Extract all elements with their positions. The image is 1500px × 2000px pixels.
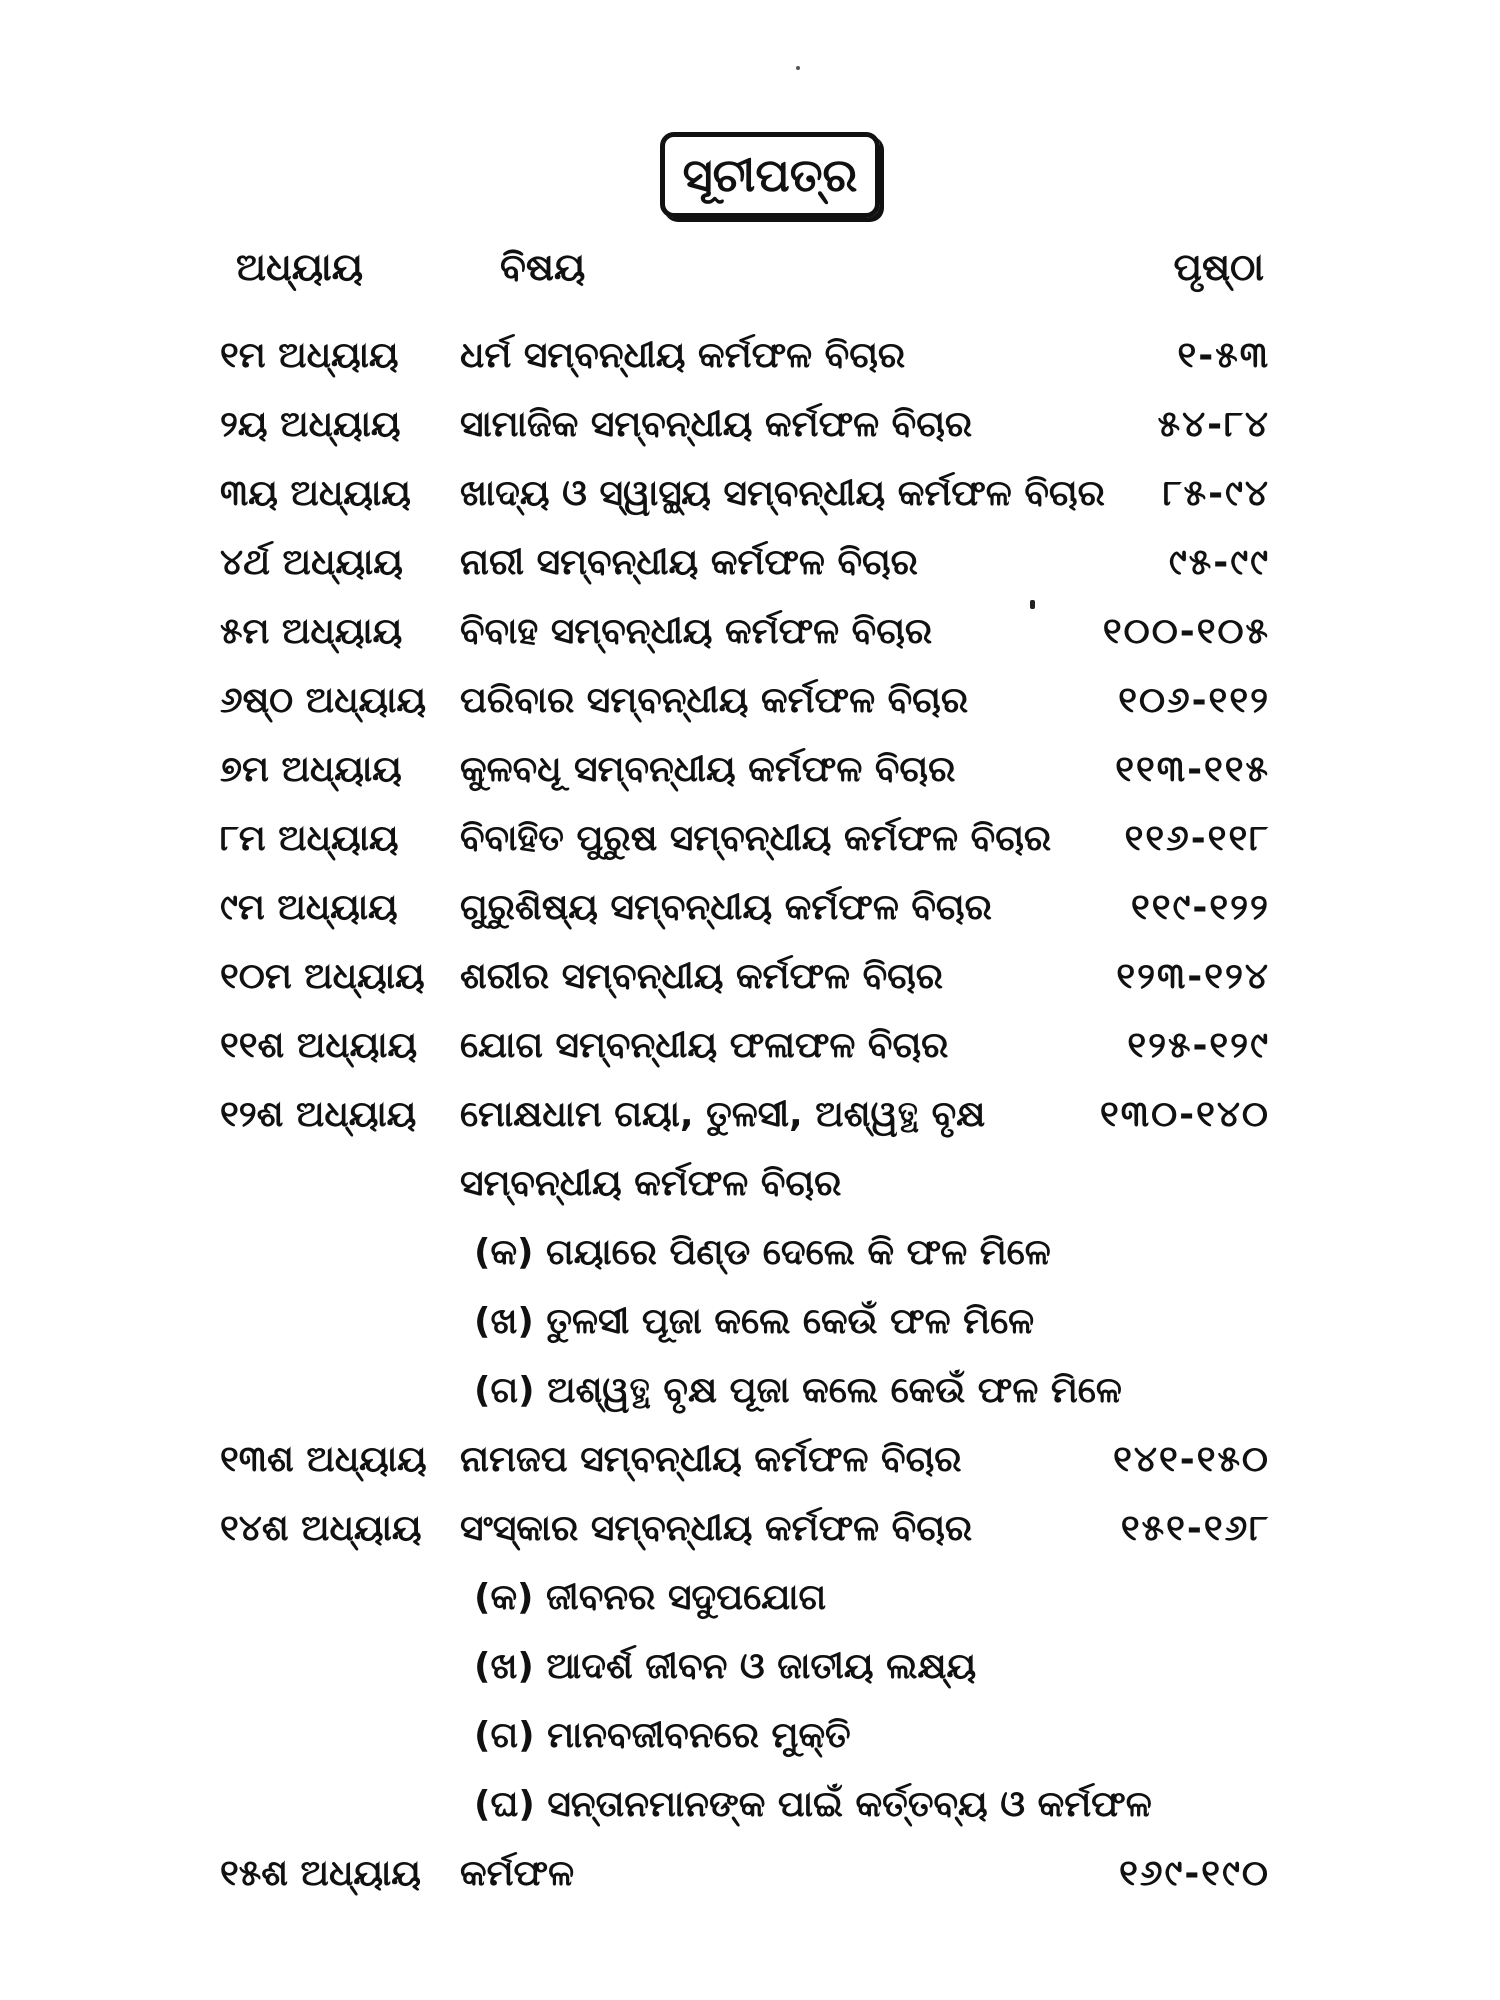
title-box (660, 132, 880, 218)
toc-subject: ନାରୀ ସମ୍ବନ୍ଧୀୟ କର୍ମଫଳ ବିଚାର (460, 542, 918, 583)
toc-chapter: ୯ମ ଅଧ୍ୟାୟ (220, 887, 398, 928)
toc-pages: ୧୫୧-୧୬୮ (1120, 1508, 1270, 1549)
toc-pages: ୧୧୩-୧୧୫ (1115, 749, 1270, 790)
toc-chapter: ୧ମ ଅଧ୍ୟାୟ (220, 335, 399, 376)
toc-row (0, 1085, 1500, 1145)
toc-row (0, 1430, 1500, 1490)
toc-subject: ବିବାହ ସମ୍ବନ୍ଧୀୟ କର୍ମଫଳ ବିଚାର (460, 611, 933, 652)
toc-row (0, 671, 1500, 731)
toc-chapter: ୧୩ଶ ଅଧ୍ୟାୟ (220, 1439, 427, 1480)
toc-subject: କର୍ମଫଳ (460, 1853, 575, 1894)
toc-row (0, 809, 1500, 869)
toc-subject: ଯୋଗ ସମ୍ବନ୍ଧୀୟ ଫଳାଫଳ ବିଚାର (460, 1025, 949, 1066)
toc-subitem: (ଖ) ଆଦର୍ଶ ଜୀବନ ଓ ଜାତୀୟ ଲକ୍ଷ୍ୟ (474, 1646, 977, 1687)
toc-chapter: ୧୦ମ ଅଧ୍ୟାୟ (220, 956, 425, 997)
toc-chapter: ୮ମ ଅଧ୍ୟାୟ (220, 818, 399, 859)
toc-row (0, 1499, 1500, 1559)
toc-chapter: ୧୪ଶ ଅଧ୍ୟାୟ (220, 1508, 422, 1549)
toc-pages: ୧୨୫-୧୨୯ (1127, 1025, 1270, 1066)
toc-subject: ମୋକ୍ଷଧାମ ଗୟା, ତୁଳସୀ, ଅଶ୍ୱତ୍ଥ ବୃକ୍ଷ (460, 1094, 986, 1135)
toc-pages: ୧୧୬-୧୧୮ (1124, 818, 1270, 859)
toc-row (0, 1016, 1500, 1076)
toc-subitem: (କ) ଗୟାରେ ପିଣ୍ଡ ଦେଲେ କି ଫଳ ମିଳେ (474, 1232, 1051, 1273)
toc-pages: ୮୫-୯୪ (1162, 473, 1270, 514)
toc-chapter: ୬ଷ୍ଠ ଅଧ୍ୟାୟ (220, 680, 427, 721)
toc-row (0, 947, 1500, 1007)
toc-row (0, 602, 1500, 662)
toc-row (0, 1844, 1500, 1904)
toc-row (0, 395, 1500, 455)
header-chapter: ଅଧ୍ୟାୟ (236, 245, 364, 289)
toc-subject-continuation: ସମ୍ବନ୍ଧୀୟ କର୍ମଫଳ ବିଚାର (460, 1163, 842, 1204)
toc-row (0, 878, 1500, 938)
toc-subject: ପରିବାର ସମ୍ବନ୍ଧୀୟ କର୍ମଫଳ ବିଚାର (460, 680, 969, 721)
toc-pages: ୧-୫୩ (1177, 335, 1270, 376)
toc-row (0, 464, 1500, 524)
toc-pages: ୧୪୧-୧୫୦ (1113, 1439, 1270, 1480)
toc-subject: ସଂସ୍କାର ସମ୍ବନ୍ଧୀୟ କର୍ମଫଳ ବିଚାର (460, 1508, 973, 1549)
toc-chapter: ୭ମ ଅଧ୍ୟାୟ (220, 749, 402, 790)
toc-chapter: ୧୨ଶ ଅଧ୍ୟାୟ (220, 1094, 417, 1135)
toc-chapter: ୧୧ଶ ଅଧ୍ୟାୟ (220, 1025, 418, 1066)
toc-subitem: (ଘ) ସନ୍ତାନମାନଙ୍କ ପାଇଁ କର୍ତ୍ତବ୍ୟ ଓ କର୍ମଫଳ (474, 1784, 1152, 1825)
toc-subject: ବିବାହିତ ପୁରୁଷ ସମ୍ବନ୍ଧୀୟ କର୍ମଫଳ ବିଚାର (460, 818, 1052, 859)
toc-pages: ୧୨୩-୧୨୪ (1116, 956, 1270, 997)
toc-subject: ଧର୍ମ ସମ୍ବନ୍ଧୀୟ କର୍ମଫଳ ବିଚାର (460, 335, 906, 376)
header-subject: ବିଷୟ (500, 245, 586, 289)
toc-subject: ଗୁରୁଶିଷ୍ୟ ସମ୍ବନ୍ଧୀୟ କର୍ମଫଳ ବିଚାର (460, 887, 992, 928)
toc-subitem: (ଖ) ତୁଳସୀ ପୂଜା କଲେ କେଉଁ ଫଳ ମିଳେ (474, 1301, 1035, 1342)
ink-speck (796, 66, 800, 70)
toc-row (0, 740, 1500, 800)
toc-pages: ୫୪-୮୪ (1157, 404, 1270, 445)
toc-subject: ନାମଜପ ସମ୍ବନ୍ଧୀୟ କର୍ମଫଳ ବିଚାର (460, 1439, 962, 1480)
toc-pages: ୯୫-୯୯ (1168, 542, 1270, 583)
toc-subitem: (କ) ଜୀବନର ସଦୁପଯୋଗ (474, 1577, 827, 1618)
toc-pages: ୧୬୯-୧୯୦ (1119, 1853, 1270, 1894)
toc-pages: ୧୩୦-୧୪୦ (1100, 1094, 1270, 1135)
header-page: ପୃଷ୍ଠା (1173, 245, 1264, 289)
toc-subject: ଖାଦ୍ୟ ଓ ସ୍ୱାସ୍ଥ୍ୟ ସମ୍ବନ୍ଧୀୟ କର୍ମଫଳ ବିଚାର (460, 473, 1105, 514)
toc-row (0, 326, 1500, 386)
toc-pages: ୧୦୦-୧୦୫ (1102, 611, 1270, 652)
toc-subject: କୁଳବଧୂ ସମ୍ବନ୍ଧୀୟ କର୍ମଫଳ ବିଚାର (460, 749, 956, 790)
toc-chapter: ୧୫ଶ ଅଧ୍ୟାୟ (220, 1853, 421, 1894)
toc-chapter: ୨ୟ ଅଧ୍ୟାୟ (220, 404, 401, 445)
toc-chapter: ୩ୟ ଅଧ୍ୟାୟ (220, 473, 411, 514)
toc-subject: ଶରୀର ସମ୍ବନ୍ଧୀୟ କର୍ମଫଳ ବିଚାର (460, 956, 944, 997)
toc-subject: ସାମାଜିକ ସମ୍ବନ୍ଧୀୟ କର୍ମଫଳ ବିଚାର (460, 404, 973, 445)
toc-chapter: ୫ମ ଅଧ୍ୟାୟ (220, 611, 403, 652)
toc-pages: ୧୧୯-୧୨୨ (1131, 887, 1270, 928)
toc-subitem: (ଗ) ମାନବଜୀବନରେ ମୁକ୍ତି (474, 1715, 851, 1756)
page-title: ସୂଚୀପତ୍ର (682, 148, 858, 202)
toc-pages: ୧୦୬-୧୧୨ (1118, 680, 1270, 721)
toc-chapter: ୪ର୍ଥ ଅଧ୍ୟାୟ (220, 542, 403, 583)
toc-subitem: (ଗ) ଅଶ୍ୱତ୍ଥ ବୃକ୍ଷ ପୂଜା କଲେ କେଉଁ ଫଳ ମିଳେ (474, 1370, 1122, 1411)
toc-row (0, 533, 1500, 593)
